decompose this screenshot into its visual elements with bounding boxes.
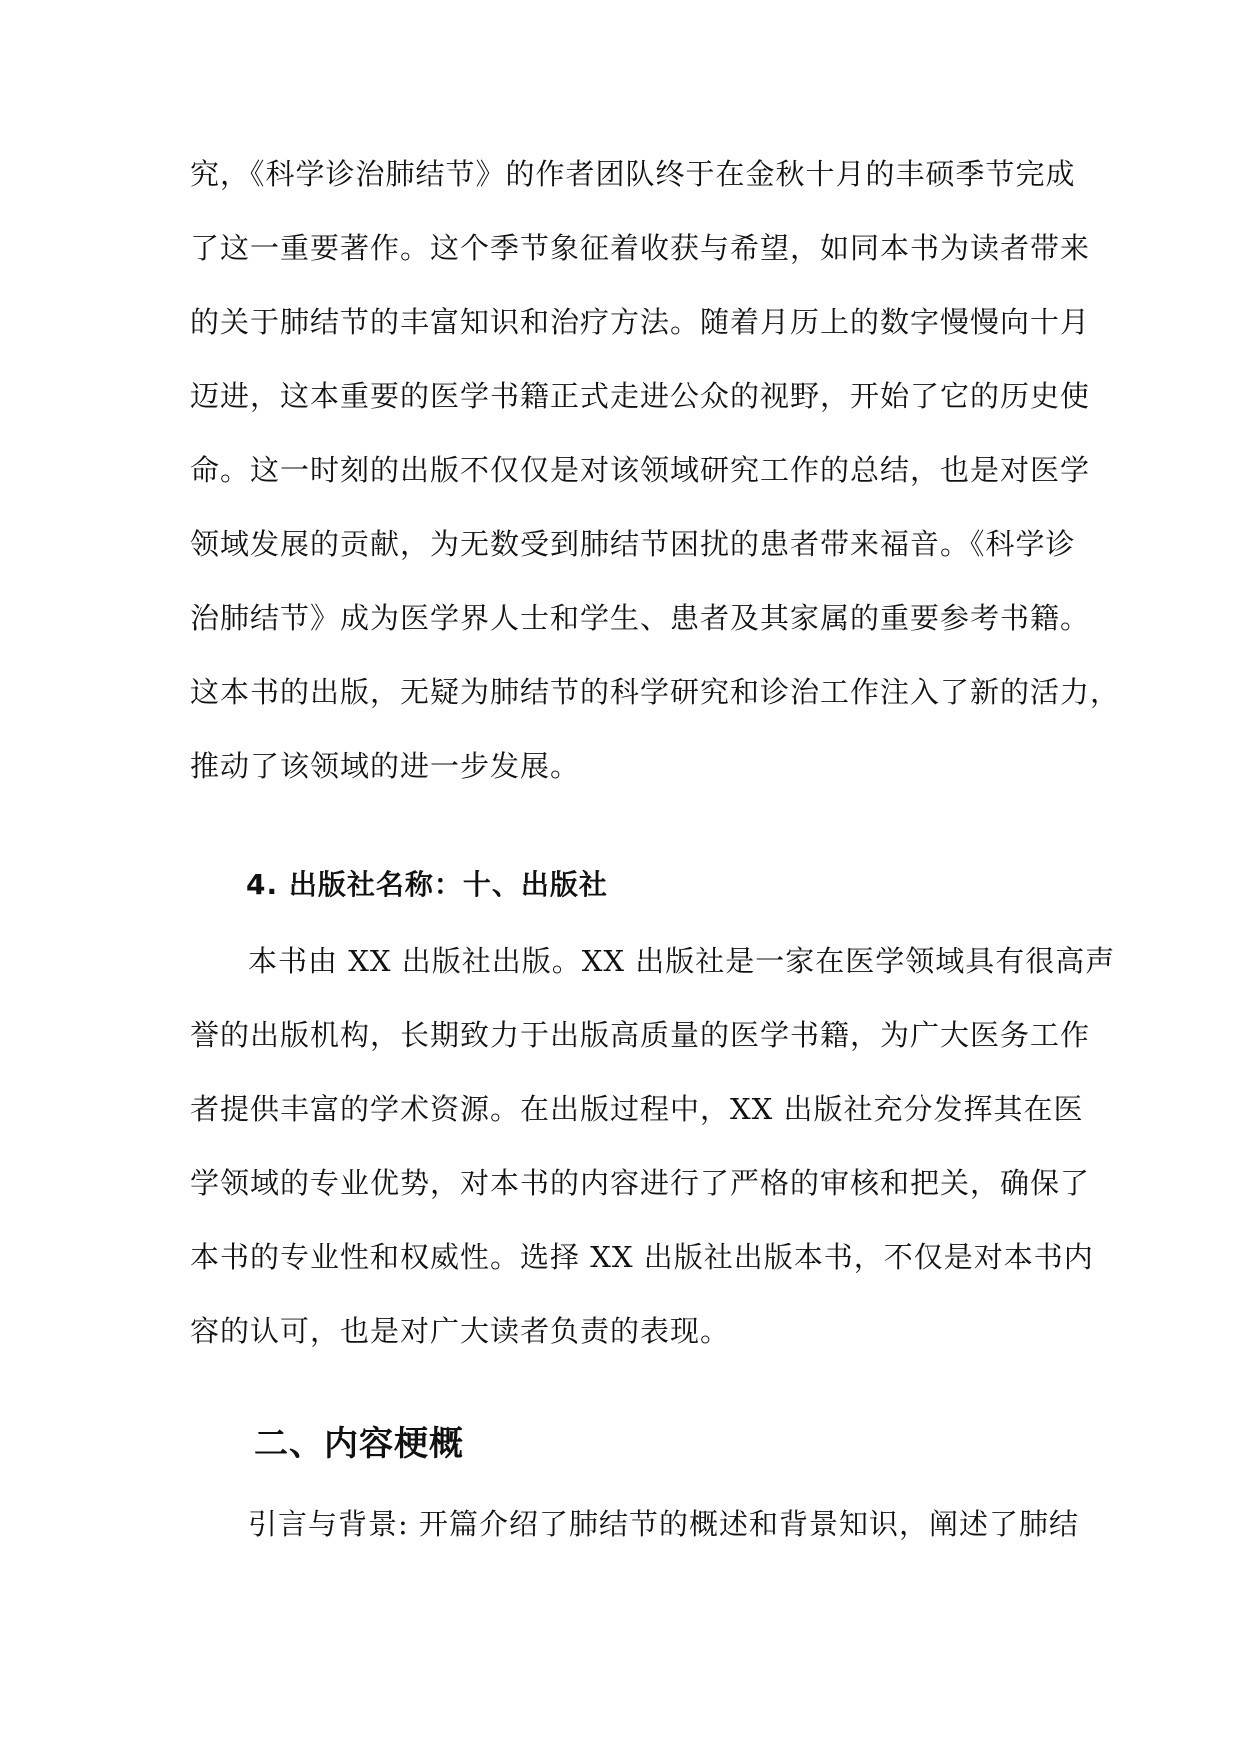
paragraph-2-line-1: 本书由 XX 出版社出版。XX 出版社是一家在医学领域具有很高声 bbox=[248, 944, 1116, 978]
paragraph-1-line-5: 命。这一时刻的出版不仅仅是对该领域研究工作的总结，也是对医学 bbox=[190, 453, 1091, 487]
paragraph-2-line-3: 者提供丰富的学术资源。在出版过程中，XX 出版社充分发挥其在医 bbox=[190, 1092, 1084, 1126]
subheading-publisher: 4. 出版社名称：十、出版社 bbox=[246, 868, 608, 901]
paragraph-1-line-9: 推动了该领域的进一步发展。 bbox=[190, 749, 581, 783]
paragraph-1-line-3: 的关于肺结节的丰富知识和治疗方法。随着月历上的数字慢慢向十月 bbox=[190, 305, 1091, 339]
paragraph-1-line-4: 迈进，这本重要的医学书籍正式走进公众的视野，开始了它的历史使 bbox=[190, 379, 1091, 413]
paragraph-1-line-2: 了这一重要著作。这个季节象征着收获与希望，如同本书为读者带来 bbox=[190, 231, 1091, 265]
section-title: 二、内容梗概 bbox=[254, 1424, 464, 1464]
paragraph-2-line-2: 誉的出版机构，长期致力于出版高质量的医学书籍，为广大医务工作 bbox=[190, 1018, 1091, 1052]
paragraph-1-line-7: 治肺结节》成为医学界人士和学生、患者及其家属的重要参考书籍。 bbox=[190, 601, 1091, 635]
paragraph-2-line-5: 本书的专业性和权威性。选择 XX 出版社出版本书，不仅是对本书内 bbox=[190, 1240, 1094, 1274]
paragraph-1-line-8: 这本书的出版，无疑为肺结节的科学研究和诊治工作注入了新的活力， bbox=[190, 675, 1121, 709]
paragraph-3-line-1: 引言与背景: 开篇介绍了肺结节的概述和背景知识，阐述了肺结 bbox=[248, 1507, 1079, 1541]
paragraph-1-line-1: 究，《科学诊治肺结节》的作者团队终于在金秋十月的丰硕季节完成 bbox=[190, 157, 1076, 191]
paragraph-2-line-6: 容的认可，也是对广大读者负责的表现。 bbox=[190, 1314, 731, 1348]
paragraph-2-line-4: 学领域的专业优势，对本书的内容进行了严格的审核和把关，确保了 bbox=[190, 1166, 1091, 1200]
paragraph-1-line-6: 领域发展的贡献，为无数受到肺结节困扰的患者带来福音。《科学诊 bbox=[190, 527, 1076, 561]
